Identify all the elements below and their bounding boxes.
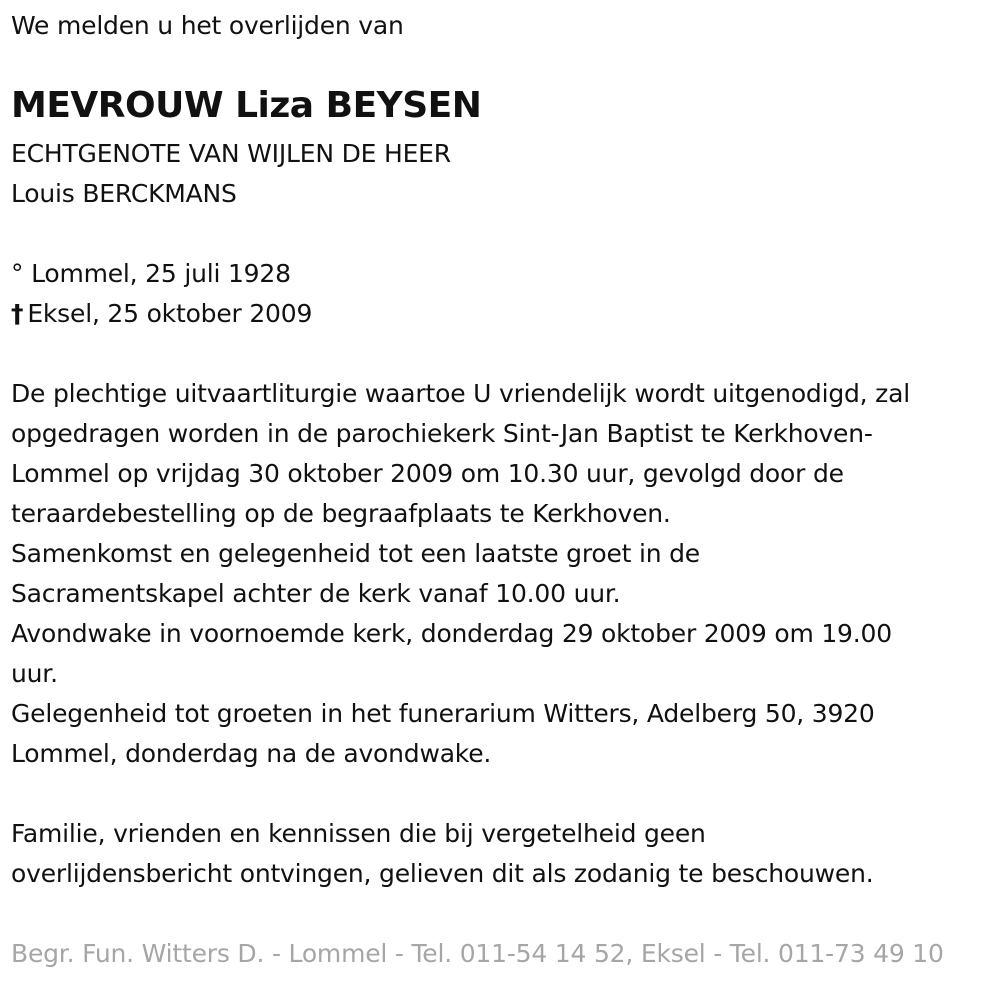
birth-line (11, 254, 312, 294)
body-line: Sacramentskapel achter de kerk vanaf 10.00 uur. (11, 579, 621, 608)
intro-text: We melden u het overlijden van (11, 11, 404, 40)
closing-note (11, 814, 874, 894)
body-line: De plechtige uitvaartliturgie waartoe U vriendelijk wordt uitgenodigd, zal (11, 379, 910, 408)
body-line: opgedragen worden in de parochiekerk Sint-Jan Baptist te Kerkhoven- (11, 419, 873, 448)
relation-line: Louis BERCKMANS (11, 179, 237, 208)
cross-icon: † (11, 299, 24, 328)
body-line: uur. (11, 659, 58, 688)
closing-line: Familie, vrienden en kennissen die bij vergetelheid geen (11, 819, 706, 848)
birth-symbol: ° (11, 259, 24, 288)
relation-line: ECHTGENOTE VAN WIJLEN DE HEER (11, 139, 451, 168)
dates-block (11, 254, 312, 334)
funeral-details (11, 374, 910, 774)
body-line: Samenkomst en gelegenheid tot een laatste groet in de (11, 539, 700, 568)
death-date: Eksel, 25 oktober 2009 (27, 299, 313, 328)
body-line: teraardebestelling op de begraafplaats te Kerkhoven. (11, 499, 671, 528)
funeral-home-footer: Begr. Fun. Witters D. - Lommel - Tel. 011-54 14 52, Eksel - Tel. 011-73 49 10 (11, 939, 944, 968)
body-line: Gelegenheid tot groeten in het funerarium Witters, Adelberg 50, 3920 (11, 699, 875, 728)
body-line: Lommel op vrijdag 30 oktober 2009 om 10.30 uur, gevolgd door de (11, 459, 844, 488)
relation-block (11, 134, 451, 214)
body-line: Lommel, donderdag na de avondwake. (11, 739, 492, 768)
birth-date: Lommel, 25 juli 1928 (31, 259, 291, 288)
closing-line: overlijdensbericht ontvingen, gelieven dit als zodanig te beschouwen. (11, 859, 874, 888)
death-line (11, 294, 312, 334)
deceased-name: MEVROUW Liza BEYSEN (11, 85, 482, 126)
body-line: Avondwake in voornoemde kerk, donderdag 29 oktober 2009 om 19.00 (11, 619, 892, 648)
